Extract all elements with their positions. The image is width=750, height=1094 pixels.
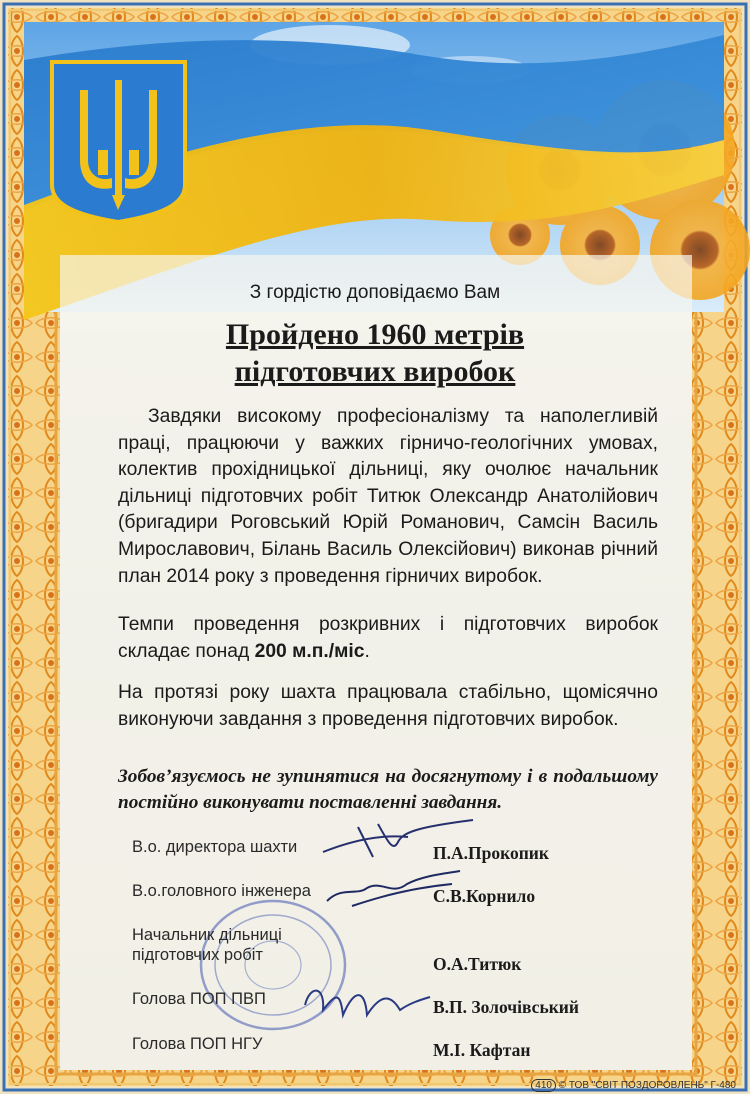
- name-union-ppv: В.П. Золочівський: [433, 997, 579, 1017]
- role-director: В.о. директора шахти: [132, 838, 298, 856]
- title-line-2: підготовчих виробок: [234, 355, 516, 388]
- footer-publisher: © ТОВ "СВІТ ПОЗДОРОВЛЕНЬ" Г-480: [558, 1080, 736, 1091]
- title-line-1: Пройдено 1960 метрів: [225, 318, 525, 351]
- paragraph-stability: На протязі року шахта працювала стабільно, щомісячно виконуючи завдання з проведення підготовчих виробок.: [118, 682, 658, 730]
- role-section-head: Начальник дільниці: [132, 926, 282, 944]
- role-union-ppv: Голова ПОП ПВП: [132, 990, 266, 1008]
- name-chief-engineer: С.В.Корнило: [433, 886, 536, 906]
- signature-union-head: [295, 975, 435, 1030]
- flag-header: [0, 0, 750, 330]
- pace-text: Темпи проведення розкривних і підготовчих виробок складає понад: [118, 614, 658, 662]
- paragraph-pace: [118, 612, 658, 665]
- role-chief-engineer: В.о.головного інженера: [132, 882, 311, 900]
- role-section-head-line2: підготовчих робіт: [132, 946, 263, 964]
- name-director: П.А.Прокопик: [433, 843, 549, 863]
- intro-line: З гордістю доповідаємо Вам: [249, 282, 501, 303]
- publisher-footer: [531, 1080, 736, 1091]
- trident-icon: [52, 62, 185, 222]
- pledge-text: Зобов’язуємось не зупинятися на досягнутому і в подальшому постійно виконувати поставленні завдання.: [118, 766, 658, 813]
- name-section-head: О.А.Титюк: [433, 954, 522, 974]
- footer-code: 410: [531, 1079, 556, 1092]
- paragraph-achievement: Завдяки високому професіоналізму та наполегливій праці, працюючи у важких гірничо-геологічних умовах, колектив прохідницької дільниці, яку очолює начальник дільниці підготовчих робіт Титюк Олександр Анатолійович (бригадири Роговський Юрій Романович, Самсін Василь Мирославович, Білань Василь Олексійович) виконав річний план 2014 року з проведення гірничих виробок.: [118, 406, 658, 587]
- role-union-ngu: Голова ПОП НГУ: [132, 1035, 263, 1053]
- pace-end: .: [364, 640, 370, 662]
- name-union-ngu: М.І. Кафтан: [433, 1040, 531, 1060]
- pace-value: 200 м.п./міс: [254, 640, 365, 662]
